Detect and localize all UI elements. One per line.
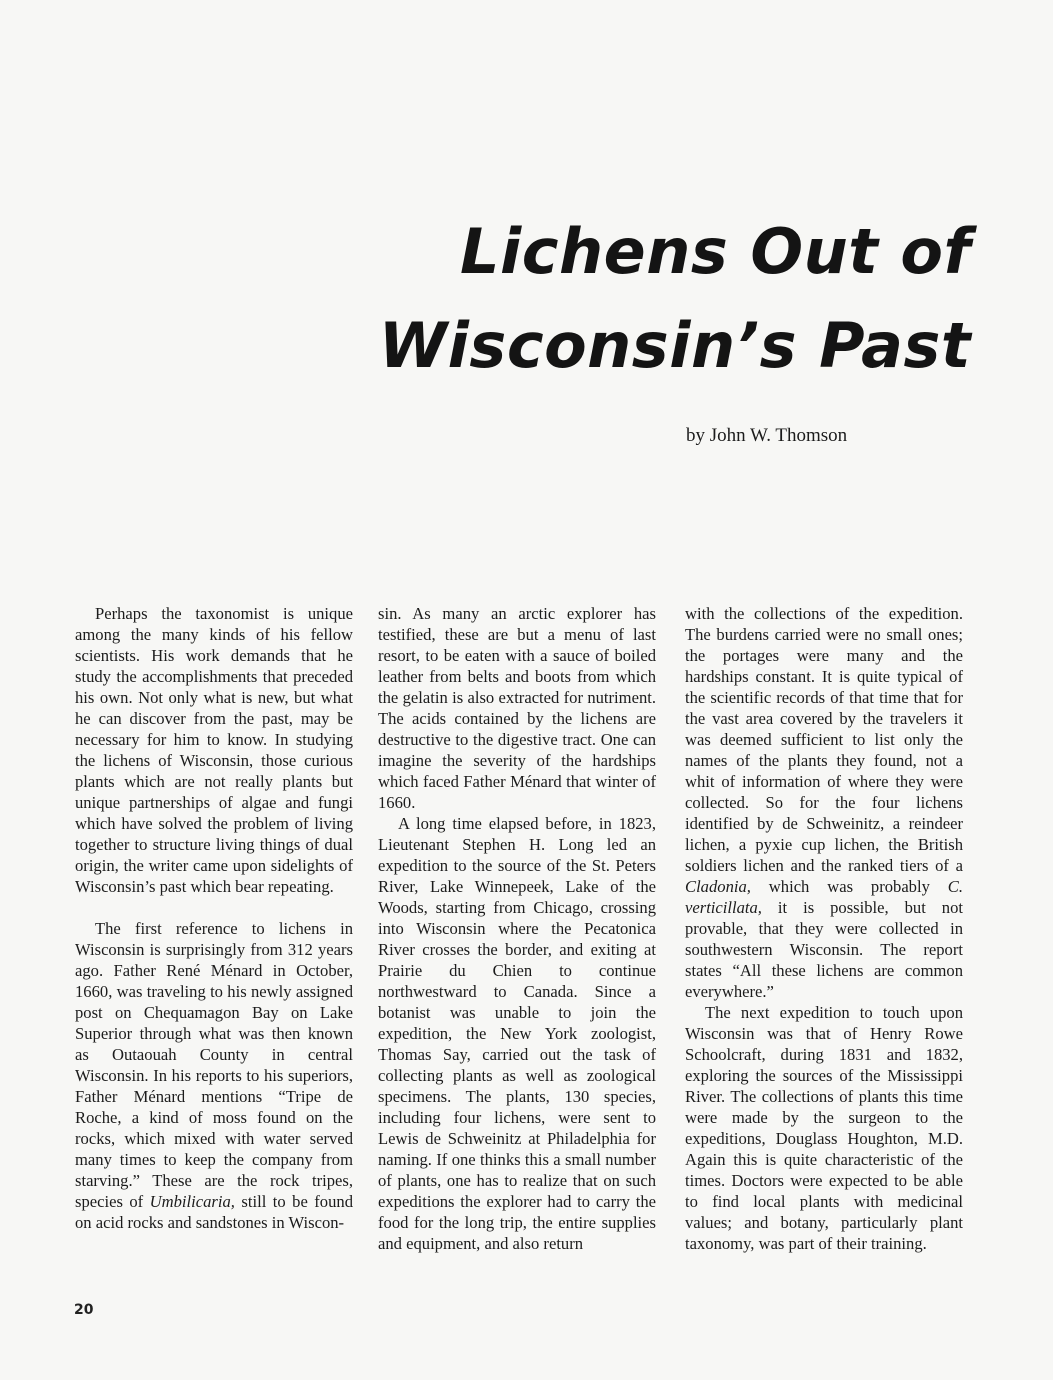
paragraph-text: which was probably [750, 877, 948, 896]
title-line-1: Lichens Out of [460, 215, 971, 288]
paragraph: The next expedition to touch upon Wisconsin was that of Henry Rowe Schoolcraft, during 1831 and 1832, exploring the sources of the Mississippi River. The collections of plants this time were made by the surgeon to the expeditions, Douglass Houghton, M.D. Again this is quite characteristic of the times. Doctors were expected to be able to find local plants with medicinal values; and botany, particularly plant taxonomy, was part of their training. [685, 1003, 963, 1253]
title-line-2: Wisconsin’s Past [378, 309, 971, 382]
paragraph-text: The first reference to lichens in Wisconsin is surprisingly from 312 years ago. Father René Ménard in October, 1660, was traveling to his newly assigned post on Chequamagon Bay on Lake Superior through what was then known as Outaouah County in central Wisconsin. In his reports to his superiors, Father Ménard mentions “Tripe de Roche, a kind of moss found on the rocks, which mixed with water served many times to keep the company from starving.” These are the rock tripes, species of [75, 919, 353, 1211]
text-column-2 [378, 603, 656, 1254]
paragraph-text: it is possible, but not provable, that they were collected in southwestern Wisconsin. The report states “All these lichens are common everywhere.” [685, 898, 963, 1001]
page-number: 20 [74, 1302, 94, 1318]
text-column-1 [75, 603, 353, 1233]
paragraph: A long time elapsed before, in 1823, Lieutenant Stephen H. Long led an expedition to the source of the St. Peters River, Lake Winnepeek, Lake of the Woods, starting from Chicago, crossing into Wisconsin where the Pecatonica River crosses the border, and exiting at Prairie du Chien to continue northwestward to Canada. Since a botanist was unable to join the expedition, the New York zoologist, Thomas Say, carried out the task of collecting plants as well as zoological specimens. The plants, 130 species, including four lichens, were sent to Lewis de Schweinitz at Philadelphia for naming. If one thinks this a small number of plants, one has to realize that on such expeditions the explorer had to carry the food for the long trip, the entire supplies and equipment, and also return [378, 814, 656, 1253]
paragraph [75, 918, 353, 1233]
paragraph [685, 603, 963, 1002]
byline: by John W. Thomson [686, 425, 848, 446]
paragraph: Perhaps the taxonomist is unique among the many kinds of his fellow scientists. His work demands that he study the accomplishments that preceded his own. Not only what is new, but what he can discover from the past, may be necessary for him to know. In studying the lichens of Wisconsin, those curious plants which are not really plants but unique partnerships of algae and fungi which have solved the problem of living together to structure living things of dual origin, the writer came upon sidelights of Wisconsin’s past which bear repeating. [75, 604, 353, 896]
species-name: C. verticillata, [685, 877, 963, 917]
species-name: Cladonia, [685, 877, 751, 896]
article-title [351, 205, 971, 393]
paragraph-text: with the collections of the expedition. The burdens carried were no small ones; the portages were many and the hardships constant. It is quite typical of the scientific records of that time that for the vast area covered by the travelers it was deemed sufficient to list only the names of the plants they found, not a whit of information of where they were collected. So for the four lichens identified by de Schweinitz, a reindeer lichen, a pyxie cup lichen, the British soldiers lichen and the ranked tiers of a [685, 604, 963, 875]
text-column-3 [685, 603, 963, 1254]
paragraph: sin. As many an arctic explorer has testified, these are but a menu of last resort, to be eaten with a sauce of boiled leather from belts and boots from which the gelatin is also extracted for nutriment. The acids contained by the lichens are destructive to the digestive tract. One can imagine the severity of the hardships which faced Father Ménard that winter of 1660. [378, 604, 656, 812]
species-name: Umbilicaria, [149, 1192, 235, 1211]
paragraph-text: still to be found on acid rocks and sandstones in Wiscon- [75, 1192, 353, 1232]
